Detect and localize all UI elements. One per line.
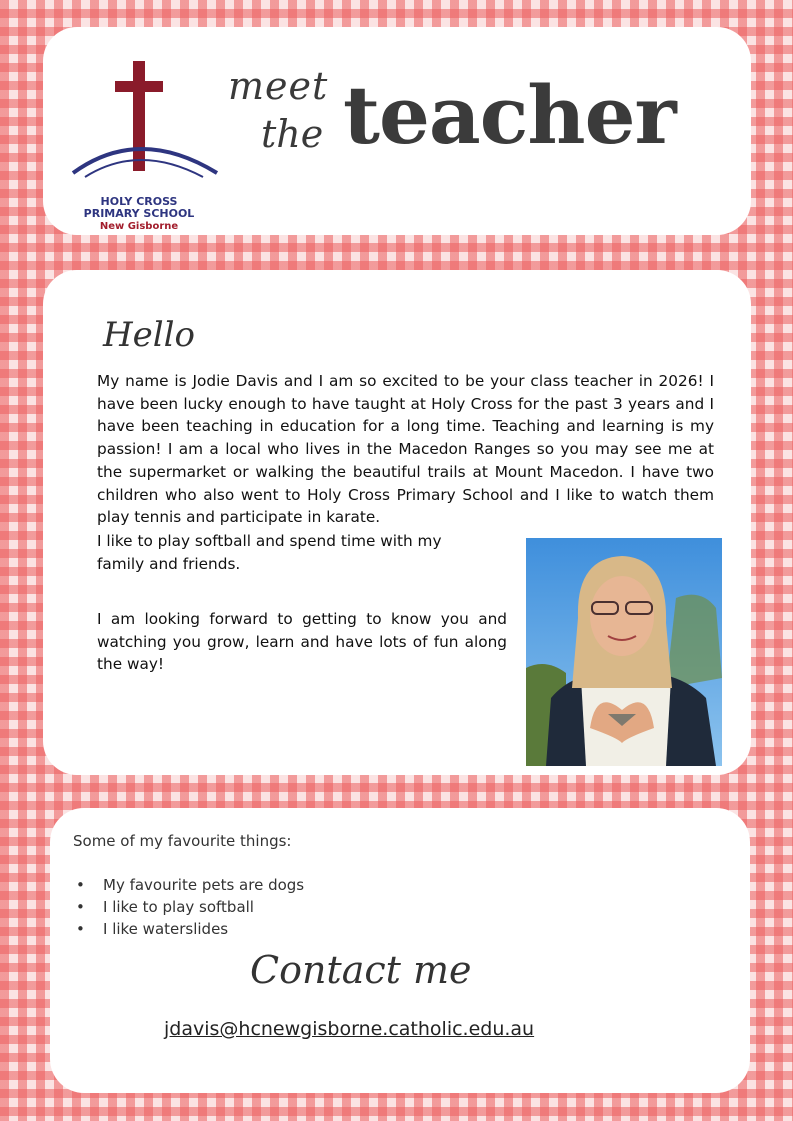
logo-line-2: PRIMARY SCHOOL <box>83 207 195 220</box>
intro-paragraph: My name is Jodie Davis and I am so excited to be your class teacher in 2026! I have been lucky enough to have taught at Holy Cross for the past 3 years and I have been teaching in education for a long time. Teaching and learning is my passion! I am a local who lives in the Macedon Ranges so you may see me at the supermarket or walking the beautiful trails at Mount Macedon. I have two children who also went to Holy Cross Primary School and I like to watch them play tennis and participate in karate. <box>97 372 714 527</box>
hobbies-paragraph: I like to play softball and spend time with my family and friends. <box>97 532 442 573</box>
list-item: • I like to play softball <box>73 896 304 918</box>
school-logo <box>71 55 221 232</box>
title-the: the <box>261 112 324 156</box>
list-item: • My favourite pets are dogs <box>73 874 304 896</box>
looking-forward-paragraph: I am looking forward to getting to know you and watching you grow, learn and have lots of fun along the way! <box>97 610 507 674</box>
intro-panel <box>43 270 751 775</box>
logo-line-3: New Gisborne <box>99 221 179 232</box>
logo-line-1: HOLY CROSS <box>100 195 178 208</box>
favourites-list <box>73 874 304 940</box>
title-teacher: teacher <box>343 68 676 162</box>
list-item: • I like waterslides <box>73 918 304 940</box>
favourites-heading: Some of my favourite things: <box>73 832 292 850</box>
email-link[interactable]: jdavis@hcnewgisborne.catholic.edu.au <box>164 1018 535 1040</box>
cross-logo-icon <box>71 55 221 195</box>
teacher-photo <box>526 538 722 766</box>
favourites-panel <box>50 808 750 1093</box>
greeting: Hello <box>103 315 195 355</box>
title-meet: meet <box>228 64 329 108</box>
header-panel <box>43 27 751 235</box>
contact-heading: Contact me <box>250 948 472 992</box>
